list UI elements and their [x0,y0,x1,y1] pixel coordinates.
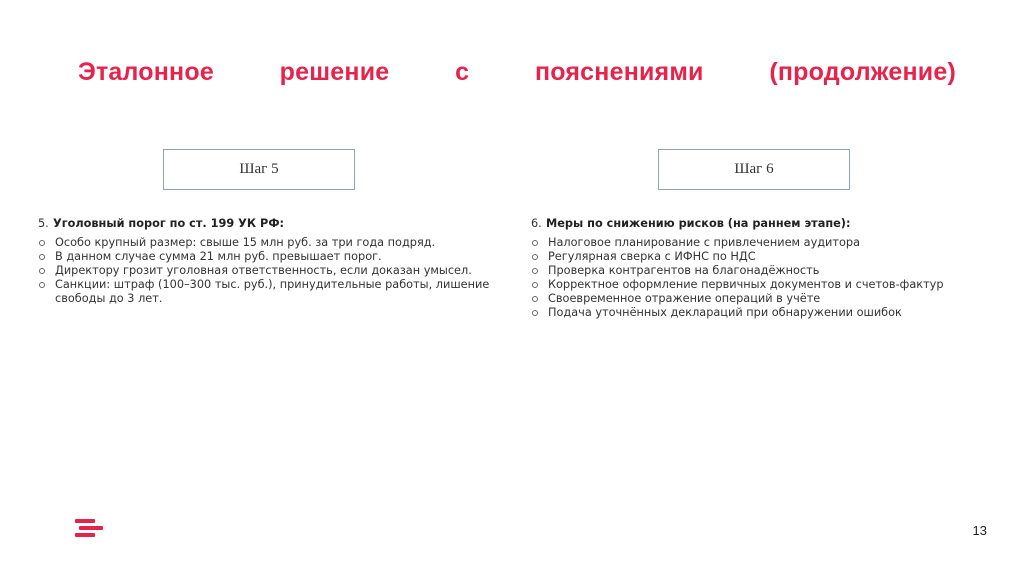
circle-bullet-icon [532,268,538,274]
list-item-text: Проверка контрагентов на благонадёжность [548,264,820,277]
list-item-text: Подача уточнённых деклараций при обнаружении ошибок [548,306,902,319]
circle-bullet-icon [532,282,538,288]
step-5-number: 5. [38,217,49,230]
list-item-text: Регулярная сверка с ИФНС по НДС [548,250,756,263]
list-item [531,236,971,250]
slide-title [78,58,956,87]
step-5-heading-text: Уголовный порог по ст. 199 УК РФ: [53,217,285,230]
list-item [38,236,518,250]
title-word: Эталонное [78,58,214,86]
circle-bullet-icon [39,254,45,260]
list-item [38,250,518,264]
step-5-heading [38,217,518,231]
page-number: 13 [972,523,987,538]
title-word: пояснениями [534,58,704,86]
circle-bullet-icon [39,282,45,288]
title-word: (продолжение) [769,58,956,86]
list-item-text: Особо крупный размер: свыше 15 млн руб. за три года подряд. [55,236,436,249]
list-item [531,306,971,320]
step-5-content [38,217,518,306]
circle-bullet-icon [39,240,45,246]
step-6-content [531,217,971,320]
circle-bullet-icon [532,254,538,260]
list-item-text: Санкции: штраф (100–300 тыс. руб.), принудительные работы, лишение свободы до 3 лет. [55,278,490,305]
circle-bullet-icon [532,296,538,302]
list-item [531,250,971,264]
step-5-box: Шаг 5 [163,149,355,190]
title-word: с [455,58,470,86]
step-6-box: Шаг 6 [658,149,850,190]
list-item [38,278,518,306]
list-item-text: Корректное оформление первичных документов и счетов-фактур [548,278,944,291]
list-item-text: В данном случае сумма 21 млн руб. превышает порог. [55,250,382,263]
circle-bullet-icon [39,268,45,274]
circle-bullet-icon [532,240,538,246]
list-item [38,264,518,278]
step-6-heading [531,217,971,231]
brand-logo-icon [75,519,103,537]
circle-bullet-icon [532,310,538,316]
step-5-list [38,236,518,306]
list-item [531,292,971,306]
step-6-heading-text: Меры по снижению рисков (на раннем этапе): [546,217,851,230]
list-item-text: Налоговое планирование с привлечением аудитора [548,236,860,249]
step-6-list [531,236,971,320]
list-item-text: Своевременное отражение операций в учёте [548,292,821,305]
list-item-text: Директору грозит уголовная ответственность, если доказан умысел. [55,264,472,277]
list-item [531,278,971,292]
step-6-number: 6. [531,217,542,230]
list-item [531,264,971,278]
title-word: решение [279,58,390,86]
